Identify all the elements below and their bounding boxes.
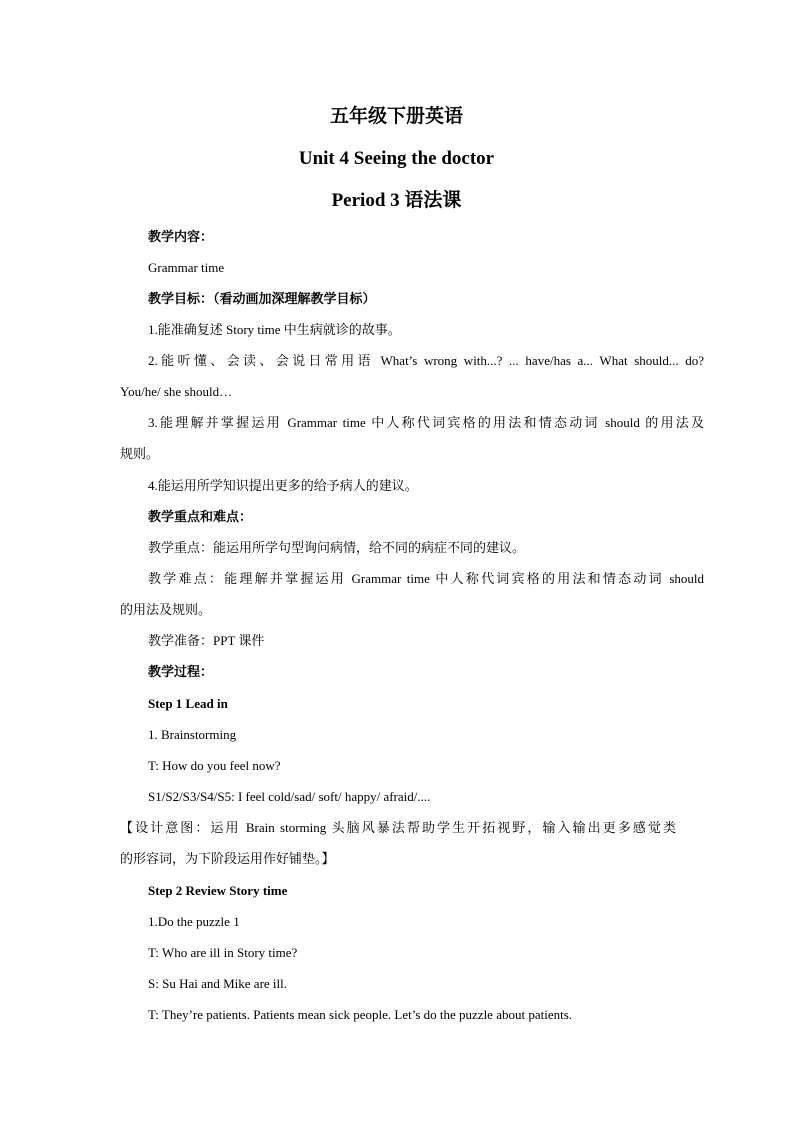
step-1-item-1: 1. Brainstorming [148, 727, 237, 742]
step-2-heading: Step 2 Review Story time [148, 883, 288, 898]
dialogue-line: S1/S2/S3/S4/S5: I feel cold/sad/ soft/ happy/ afraid/.... [148, 789, 431, 804]
section-heading-process: 教学过程： [148, 664, 214, 679]
design-intent-continued: 的形容词，为下阶段运用作好铺垫。】 [120, 851, 335, 866]
objective-3-continued: 规则。 [120, 446, 160, 461]
step-2-item-1: 1.Do the puzzle 1 [148, 914, 240, 929]
preparation: 教学准备：PPT 课件 [148, 633, 265, 648]
objective-4: 4.能运用所学知识提出更多的给予病人的建议。 [148, 478, 418, 493]
dialogue-line: T: They’re patients. Patients mean sick people. Let’s do the puzzle about patients. [148, 1007, 573, 1022]
difficult-point-continued: 的用法及规则。 [120, 602, 212, 617]
step-1-heading: Step 1 Lead in [148, 696, 228, 711]
unit-title: Unit 4 Seeing the doctor [298, 148, 495, 169]
key-point: 教学重点：能运用所学句型询问病情，给不同的病症不同的建议。 [148, 540, 526, 555]
dialogue-line: T: Who are ill in Story time? [148, 945, 298, 960]
content-text: Grammar time [148, 260, 225, 275]
document-title: 五年级下册英语 [329, 106, 463, 127]
design-intent: 【设计意图：运用 Brain storming 头脑风暴法帮助学生开拓视野，输入输出更多感觉类 [120, 820, 676, 835]
objective-3: 3.能理解并掌握运用 Grammar time 中人称代词宾格的用法和情态动词 should 的用法及 [148, 415, 704, 430]
dialogue-line: S: Su Hai and Mike are ill. [148, 976, 288, 991]
period-title: Period 3 语法课 [331, 190, 462, 211]
dialogue-line: T: How do you feel now? [148, 758, 281, 773]
section-heading-content: 教学内容： [148, 229, 214, 244]
objective-1: 1.能准确复述 Story time 中生病就诊的故事。 [148, 322, 401, 337]
objective-2: 2.能听懂、会读、会说日常用语 What’s wrong with...? ... have/has a... What should... do? [148, 353, 704, 368]
objective-2-continued: You/he/ she should… [120, 384, 233, 399]
section-heading-key-points: 教学重点和难点： [148, 509, 253, 524]
difficult-point: 教学难点：能理解并掌握运用 Grammar time 中人称代词宾格的用法和情态动词 should [148, 571, 704, 586]
section-heading-objectives: 教学目标：（看动画加深理解教学目标） [148, 291, 376, 306]
